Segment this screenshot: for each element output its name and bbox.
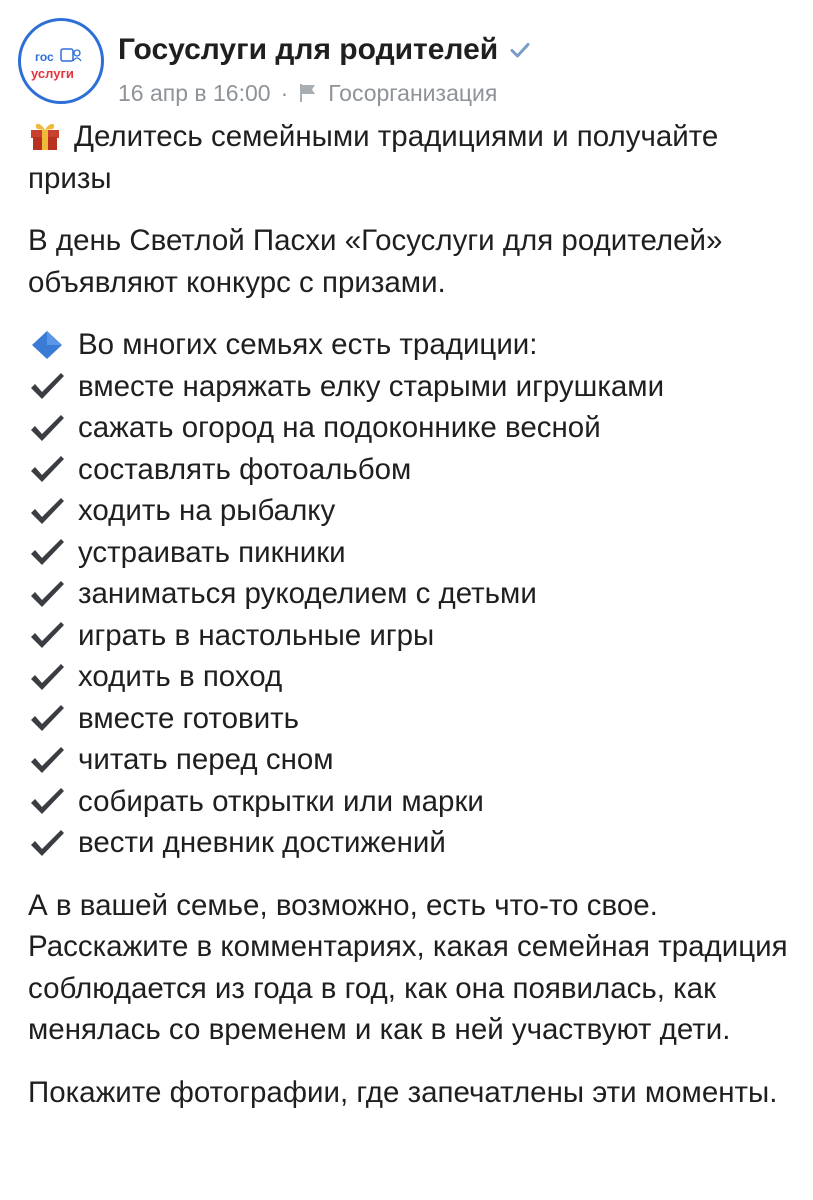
- heavy-check-icon: [28, 703, 66, 733]
- heavy-check-icon: [28, 828, 66, 858]
- list-item-text: вместе наряжать елку старыми игрушками: [78, 369, 665, 403]
- list-item: [28, 615, 798, 657]
- post-date[interactable]: 16 апр в 16:00: [118, 79, 271, 106]
- post-body: [28, 116, 798, 1134]
- author-name[interactable]: Госуслуги для родителей: [118, 33, 499, 66]
- list-item-text: заниматься рукоделием с детьми: [78, 577, 537, 610]
- heavy-check-icon: [28, 371, 66, 401]
- heavy-check-icon: [28, 745, 66, 775]
- list-item-text: сажать огород на подоконнике весной: [78, 411, 601, 444]
- list-item: [28, 532, 798, 574]
- list-item: [28, 407, 798, 449]
- headline-text: Делитесь семейными традициями и получайте призы: [28, 120, 719, 195]
- avatar[interactable]: [18, 18, 104, 104]
- list-item-text: ходить на рыбалку: [78, 494, 336, 527]
- category-label[interactable]: Госорганизация: [328, 79, 498, 106]
- list-item-text: составлять фотоальбом: [78, 452, 412, 486]
- flag-icon: [298, 83, 318, 103]
- gift-icon: [28, 118, 62, 152]
- gosuslugi-logo: [29, 45, 99, 85]
- list-item-text: ходить в поход: [78, 660, 283, 693]
- blue-diamond-icon: [28, 330, 66, 360]
- list-item-text: играть в настольные игры: [78, 618, 435, 652]
- call-to-action-paragraph: А в вашей семье, возможно, есть что-то свое. Расскажите в комментариях, какая семейная традиция соблюдается из года в год, как она появилась, как менялась со временем и как в ней участвуют дети.: [28, 888, 788, 1046]
- logo-text-bottom: услуги: [31, 66, 74, 81]
- list-item: [28, 490, 798, 532]
- list-intro: [28, 324, 798, 366]
- list-item: [28, 573, 798, 615]
- heavy-check-icon: [28, 579, 66, 609]
- list-item-text: устраивать пикники: [78, 535, 346, 569]
- list-item-text: вместе готовить: [78, 701, 300, 735]
- photos-request-paragraph: Покажите фотографии, где запечатлены эти моменты.: [28, 1075, 778, 1109]
- post-header: [18, 18, 798, 108]
- traditions-list: [28, 324, 798, 864]
- headline: [28, 116, 798, 199]
- logo-text-top: гос: [35, 50, 54, 64]
- intro-paragraph: В день Светлой Пасхи «Госуслуги для родителей» объявляют конкурс с призами.: [28, 224, 723, 299]
- list-item: [28, 449, 798, 491]
- list-item: [28, 656, 798, 698]
- list-item: [28, 781, 798, 823]
- heavy-check-icon: [28, 620, 66, 650]
- heavy-check-icon: [28, 496, 66, 526]
- heavy-check-icon: [28, 454, 66, 484]
- heavy-check-icon: [28, 537, 66, 567]
- heavy-check-icon: [28, 662, 66, 692]
- list-intro-text: Во многих семьях есть традиции:: [78, 328, 538, 361]
- meta-separator: ·: [280, 79, 289, 106]
- list-item: [28, 739, 798, 781]
- heavy-check-icon: [28, 413, 66, 443]
- heavy-check-icon: [28, 786, 66, 816]
- list-item-text: собирать открытки или марки: [78, 784, 484, 818]
- list-item: [28, 822, 798, 864]
- verified-check-icon: [508, 38, 532, 62]
- list-item-text: вести дневник достижений: [78, 826, 446, 859]
- list-item: [28, 366, 798, 408]
- list-item-text: читать перед сном: [78, 743, 334, 776]
- list-item: [28, 698, 798, 740]
